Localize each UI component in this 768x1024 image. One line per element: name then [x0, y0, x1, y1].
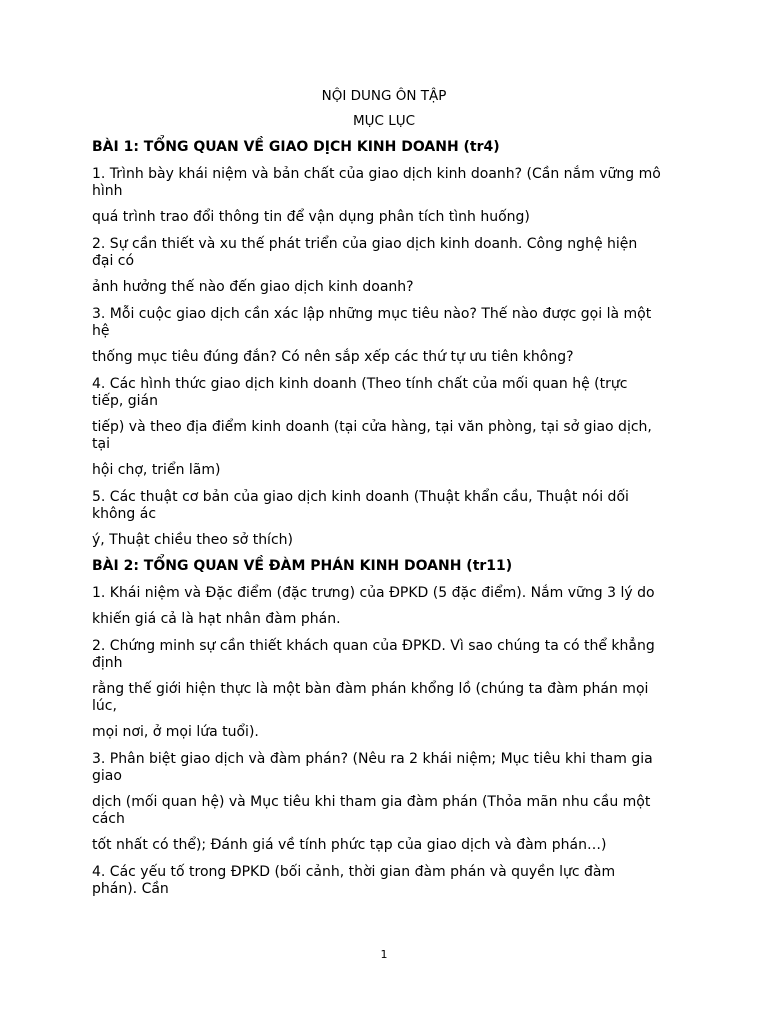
text-line: thống mục tiêu đúng đắn? Có nên sắp xếp các thứ tự ưu tiên không?	[92, 349, 574, 365]
text-line: khiến giá cả là hạt nhân đàm phán.	[92, 611, 341, 627]
text-line: 4. Các yếu tố trong ĐPKD (bối cảnh, thời gian đàm phán và quyền lực đàm	[92, 864, 616, 880]
text-line: hình	[92, 183, 123, 199]
lesson-1-heading: BÀI 1: TỔNG QUAN VỀ GIAO DỊCH KINH DOANH (tr4)	[92, 139, 500, 155]
text-line: 1. Khái niệm và Đặc điểm (đặc trưng) của ĐPKD (5 đặc điểm). Nắm vững 3 lý do	[92, 585, 655, 601]
text-line: mọi nơi, ở mọi lứa tuổi).	[92, 724, 259, 740]
text-line: quá trình trao đổi thông tin để vận dụng phân tích tình huống)	[92, 209, 530, 225]
text-line: lúc,	[92, 698, 117, 714]
text-line: 3. Phân biệt giao dịch và đàm phán? (Nêu ra 2 khái niệm; Mục tiêu khi tham gia	[92, 751, 653, 767]
text-line: 5. Các thuật cơ bản của giao dịch kinh doanh (Thuật khẩn cầu, Thuật nói dối	[92, 489, 629, 505]
text-line: tại	[92, 436, 110, 452]
text-line: đại có	[92, 253, 135, 269]
document-title: NỘI DUNG ÔN TẬP	[321, 88, 447, 104]
text-line: tiếp, gián	[92, 393, 159, 409]
table-of-contents-heading: MỤC LỤC	[352, 113, 416, 129]
text-line: phán). Cần	[92, 881, 169, 897]
text-line: cách	[92, 811, 125, 827]
page-number: 1	[380, 948, 388, 961]
text-line: ảnh hưởng thế nào đến giao dịch kinh doanh?	[92, 279, 414, 295]
text-line: tiếp) và theo địa điểm kinh doanh (tại cửa hàng, tại văn phòng, tại sở giao dịch,	[92, 419, 652, 435]
text-line: hệ	[92, 323, 110, 339]
text-line: 1. Trình bày khái niệm và bản chất của giao dịch kinh doanh? (Cần nắm vững mô	[92, 166, 661, 182]
text-line: tốt nhất có thể); Đánh giá về tính phức tạp của giao dịch và đàm phán…)	[92, 837, 607, 853]
text-line: 2. Sự cần thiết và xu thế phát triển của giao dịch kinh doanh. Công nghệ hiện	[92, 236, 638, 252]
text-line: rằng thế giới hiện thực là một bàn đàm phán khổng lồ (chúng ta đàm phán mọi	[92, 681, 649, 697]
text-line: giao	[92, 768, 122, 784]
text-line: 2. Chứng minh sự cần thiết khách quan của ĐPKD. Vì sao chúng ta có thể khẳng	[92, 638, 655, 654]
text-line: ý, Thuật chiều theo sở thích)	[92, 532, 293, 548]
text-line: không ác	[92, 506, 157, 522]
text-line: hội chợ, triển lãm)	[92, 462, 221, 478]
text-line: 3. Mỗi cuộc giao dịch cần xác lập những mục tiêu nào? Thế nào được gọi là một	[92, 306, 652, 322]
text-line: định	[92, 655, 123, 671]
lesson-2-heading: BÀI 2: TỔNG QUAN VỀ ĐÀM PHÁN KINH DOANH (tr11)	[92, 558, 513, 574]
text-line: dịch (mối quan hệ) và Mục tiêu khi tham gia đàm phán (Thỏa mãn nhu cầu một	[92, 794, 651, 810]
text-line: 4. Các hình thức giao dịch kinh doanh (Theo tính chất của mối quan hệ (trực	[92, 376, 628, 392]
